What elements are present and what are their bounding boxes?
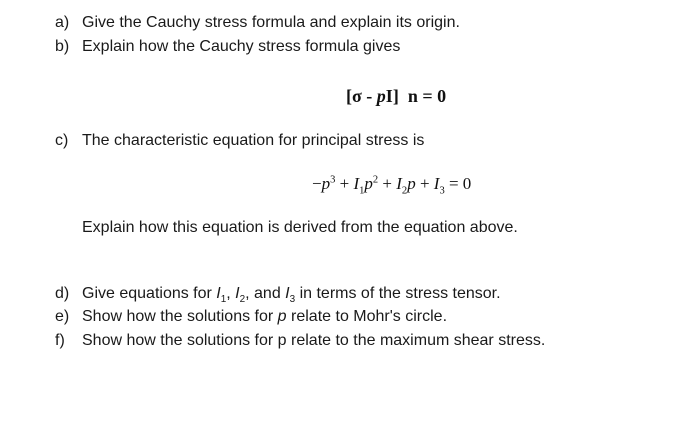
question-c-text: The characteristic equation for principal stress is [82, 132, 425, 149]
question-d-sub3: 3 [289, 294, 296, 306]
eq1-close-bracket: ] [392, 86, 399, 106]
explain-derivation: Explain how this equation is derived from the equation above. [82, 219, 518, 236]
question-d-sub1: 1 [220, 294, 227, 306]
question-d-sub2: 2 [239, 294, 246, 306]
eq2-plus1: + [335, 174, 354, 193]
question-d-pre: Give equations for [82, 285, 217, 302]
eq1-p: p [376, 86, 386, 106]
question-e [55, 307, 447, 327]
question-f-text: Show how the solutions for p relate to the maximum shear stress. [82, 332, 546, 349]
eq2-plus2: + [378, 174, 397, 193]
eq2-sub3: 3 [439, 185, 445, 197]
eq1-sigma: σ [352, 86, 362, 106]
eq2-exp3: 3 [330, 174, 336, 186]
eq2-exp2: 2 [372, 174, 379, 186]
eq1-equals-zero: = 0 [417, 86, 447, 106]
question-c [55, 131, 424, 151]
equation-characteristic [312, 174, 472, 197]
question-e-post: relate to Mohr's circle. [286, 308, 448, 325]
question-d-I2: I [235, 285, 240, 302]
question-e-var: p [277, 308, 287, 325]
question-d-sep1: , [226, 285, 236, 302]
eq2-I1: I [353, 174, 360, 193]
question-a-marker: a) [55, 14, 70, 31]
eq2-I3: I [433, 174, 440, 193]
question-e-pre: Show how the solutions for [82, 308, 278, 325]
question-a-text: Give the Cauchy stress formula and explain its origin. [82, 14, 460, 31]
eq1-open-bracket: [ [346, 86, 352, 106]
question-d-I3: I [285, 285, 290, 302]
question-d-post: in terms of the stress tensor. [295, 285, 501, 302]
eq2-p1: p [321, 174, 331, 193]
eq2-sub1: 1 [359, 185, 365, 197]
question-b-marker: b) [55, 38, 70, 55]
question-d-sep2: , and [245, 285, 286, 302]
question-d-marker: d) [55, 285, 70, 302]
eq1-n: n [407, 86, 418, 106]
eq2-plus3: + [415, 174, 434, 193]
equation-cauchy [346, 86, 446, 107]
eq2-I2: I [396, 174, 402, 193]
question-a [55, 13, 460, 33]
question-c-marker: c) [55, 132, 69, 149]
eq2-minus: − [312, 174, 322, 193]
eq1-identity: I [385, 86, 393, 106]
question-f [55, 331, 545, 351]
question-b-text: Explain how the Cauchy stress formula gives [82, 38, 401, 55]
eq2-p2: p [364, 174, 373, 193]
eq2-equals-zero: = 0 [444, 174, 472, 193]
question-d-I1: I [216, 285, 221, 302]
question-e-marker: e) [55, 308, 70, 325]
eq1-minus: - [361, 86, 377, 106]
question-d [55, 284, 501, 304]
eq2-p3: p [407, 174, 416, 193]
eq2-sub2: 2 [401, 185, 408, 197]
question-f-marker: f) [55, 332, 65, 349]
question-b [55, 37, 400, 57]
